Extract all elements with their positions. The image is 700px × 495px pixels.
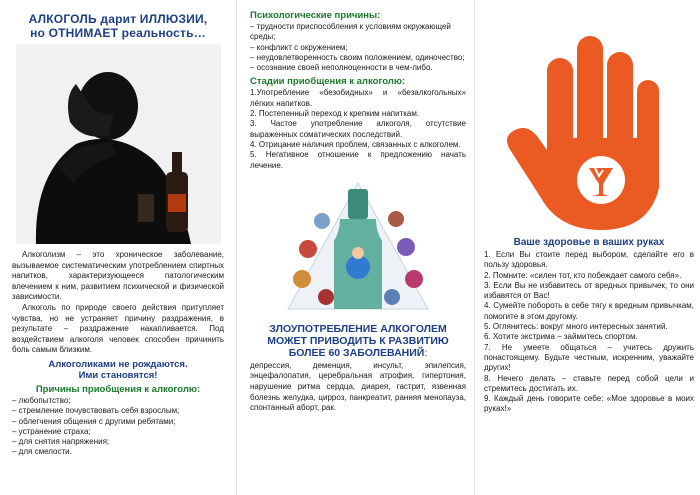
main-heading-line1: АЛКОГОЛЬ дарит ИЛЛЮЗИИ, (28, 12, 208, 26)
fold-line-1 (236, 0, 237, 495)
bottle-diseases-illustration (278, 179, 438, 319)
warning-line1: ЗЛОУПОТРЕБЛЕНИЕ АЛКОГОЛЕМ (269, 322, 447, 335)
list-item: – осознание своей неполноценности в чем-либо. (250, 63, 466, 73)
list-item: 4. Сумейте побороть в себе тягу к вредным привычкам, помогите в этом другому. (484, 301, 694, 321)
psych-list (250, 22, 466, 73)
list-item: 5. Оглянитесь: вокруг много интересных занятий. (484, 322, 668, 332)
warning-line3-text: БОЛЕЕ 60 ЗАБОЛЕВАНИЙ (288, 346, 425, 359)
stop-hand-icon (489, 18, 689, 233)
list-item: – любопытство; (12, 396, 224, 406)
list-item: 2. Помните: «силен тот, кто побеждает самого себя». (484, 270, 682, 280)
silhouette-photo (16, 44, 221, 244)
alcohol-effect-text: Алкоголь по природе своего действия притупляет чувства, но не устраняет причину раздражения, в результате – раздражение накапливается. Под воздействием алкоголя человек способен причинить боль самым близким. (12, 302, 224, 355)
list-item: 5. Негативное отношение к предложению начать лечение. (250, 150, 466, 170)
list-item: – трудности приспособления к условиям окружающей среды; (250, 22, 466, 43)
fold-line-2 (474, 0, 475, 495)
list-item: – стремление почувствовать себя взрослым; (12, 406, 224, 416)
not-born-line2: Ими становятся! (78, 369, 158, 381)
alcoholism-definition: Алкоголизм – это хроническое заболевание, вызываемое систематическим употреблением спиртных напитков, характеризующееся патологическим влечением к ним, развитием психической и физической зависимости. (12, 250, 224, 302)
list-item: 6. Хотите экстрима – займитесь спортом. (484, 332, 638, 342)
warning-line2: МОЖЕТ ПРИВОДИТЬ К РАЗВИТИЮ (267, 334, 449, 347)
reasons-list (12, 396, 224, 458)
main-heading-line2: но ОТНИМАЕТ реальность… (30, 26, 206, 40)
panel-left (0, 0, 232, 495)
stages-title: Стадии приобщения к алкоголю: (250, 76, 406, 88)
stages-list (250, 88, 466, 170)
not-born-line1: Алкоголиками не рождаются. (48, 358, 188, 370)
warning-colon: : (424, 346, 428, 359)
list-item: – для снятия напряжения; (12, 437, 224, 447)
list-item: – для смелости. (12, 447, 224, 457)
list-item: 8. Нечего делать – ставьте перед собой цели и стремитесь достигать их. (484, 373, 694, 393)
list-item: 3. Частое употребление алкоголя, отсутствие выраженных соматических последствий. (250, 119, 466, 139)
list-item: – облегчения общения с другими ребятами; (12, 417, 224, 427)
diseases-text: депрессия, деменция, инсульт, эпилепсия, энцефалопатия, церебральная атрофия, гипертония, нарушение ритма сердца, диарея, гастрит, язвенная болезнь желудка, цирроз, панкреатит, ранняя менопауза, спонтанный аборт, рак. (250, 360, 466, 413)
list-item: 9. Каждый день говорите себе: «Мое здоровье в моих руках!» (484, 394, 694, 414)
bottle-icon (278, 179, 438, 319)
list-item: 4. Отрицание наличия проблем, связанных с алкоголем. (250, 139, 461, 149)
main-heading (12, 12, 224, 40)
panel-middle (240, 0, 472, 495)
list-item: – конфликт с окружением; (250, 43, 466, 53)
list-item: 7. Не умеете общаться – учитесь дружить понастоящему. Будьте честным, искренним, уважайте других! (484, 342, 694, 373)
list-item: 1.Употребление «безобидных» и «безалкогольных» лёгких напитков. (250, 88, 466, 108)
list-item: – устранение страха; (12, 427, 224, 437)
panel-right (478, 0, 700, 495)
warning-heading (250, 323, 466, 359)
list-item: 1. Если Вы стоите перед выбором, сделайте его в пользу здоровья. (484, 250, 694, 270)
hand-icon (489, 18, 689, 233)
warning-line3 (250, 347, 466, 359)
not-born-heading (12, 359, 224, 381)
reasons-title: Причины приобщения к алкоголю: (35, 383, 201, 395)
psych-title: Психологические причины: (250, 10, 381, 21)
list-item: 3. Если Вы не избавитесь от вредных привычек, то они избавятся от Вас! (484, 280, 694, 301)
health-title: Ваше здоровье в ваших руках (513, 237, 665, 248)
silhouette-icon (16, 44, 221, 244)
tips-list (484, 250, 694, 415)
list-item: – неудовлетворенность своим положением, одиночество; (250, 53, 466, 63)
list-item: 2. Постепенный переход к крепким напиткам. (250, 109, 420, 119)
